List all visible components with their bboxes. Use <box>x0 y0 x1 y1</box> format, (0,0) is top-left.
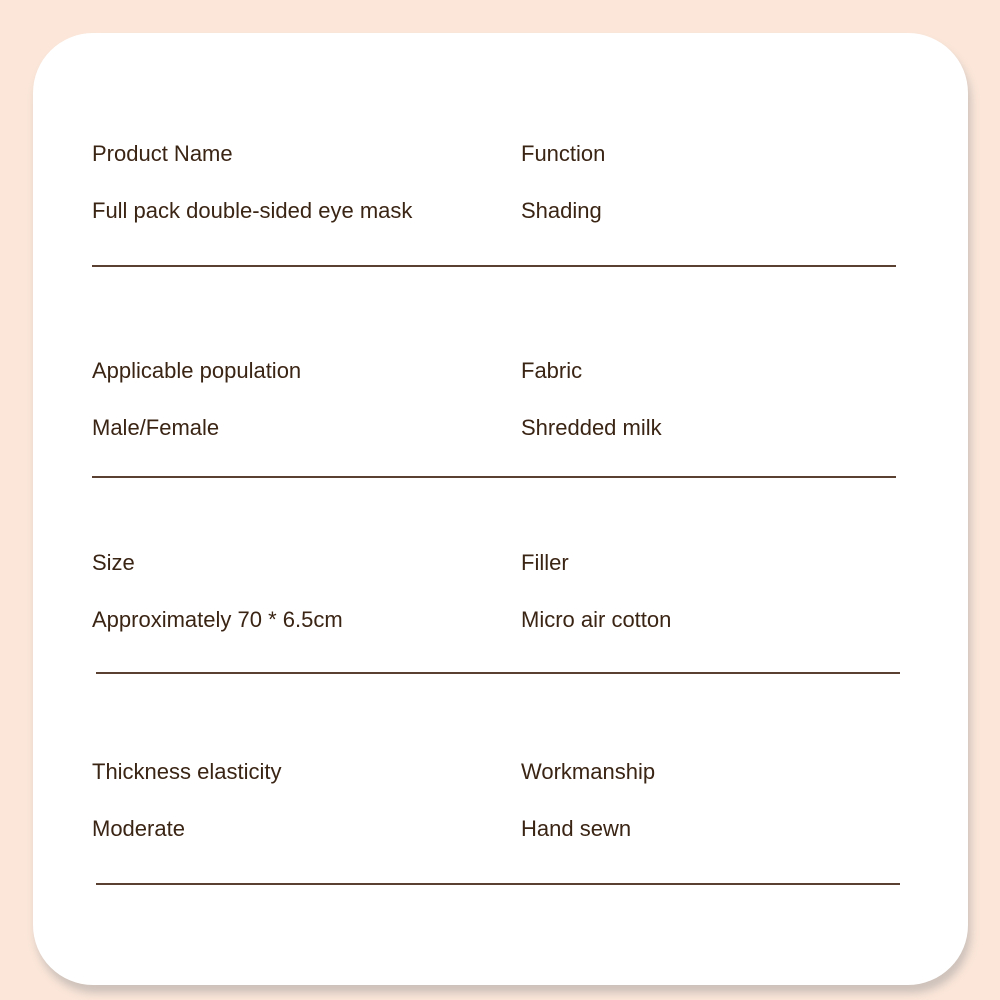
spec-value-size: Approximately 70 * 6.5cm <box>92 607 343 632</box>
spec-value-applicable-population: Male/Female <box>92 415 220 440</box>
spec-label-product-name: Product Name <box>92 141 233 166</box>
row-divider-1 <box>92 265 896 267</box>
spec-value-workmanship: Hand sewn <box>521 816 632 841</box>
spec-value-fabric: Shredded milk <box>521 415 662 440</box>
spec-value-product-name: Full pack double-sided eye mask <box>92 198 413 223</box>
spec-label-function: Function <box>521 141 606 166</box>
row-divider-3 <box>96 672 900 674</box>
spec-value-filler: Micro air cotton <box>521 607 672 632</box>
spec-label-fabric: Fabric <box>521 358 583 383</box>
spec-value-thickness-elasticity: Moderate <box>92 816 185 841</box>
spec-label-size: Size <box>92 550 135 575</box>
spec-label-filler: Filler <box>521 550 569 575</box>
spec-card <box>33 33 968 985</box>
spec-label-workmanship: Workmanship <box>521 759 656 784</box>
spec-label-thickness-elasticity: Thickness elasticity <box>92 759 282 784</box>
spec-label-applicable-population: Applicable population <box>92 358 302 383</box>
row-divider-2 <box>92 476 896 478</box>
row-divider-4 <box>96 883 900 885</box>
spec-value-function: Shading <box>521 198 602 223</box>
